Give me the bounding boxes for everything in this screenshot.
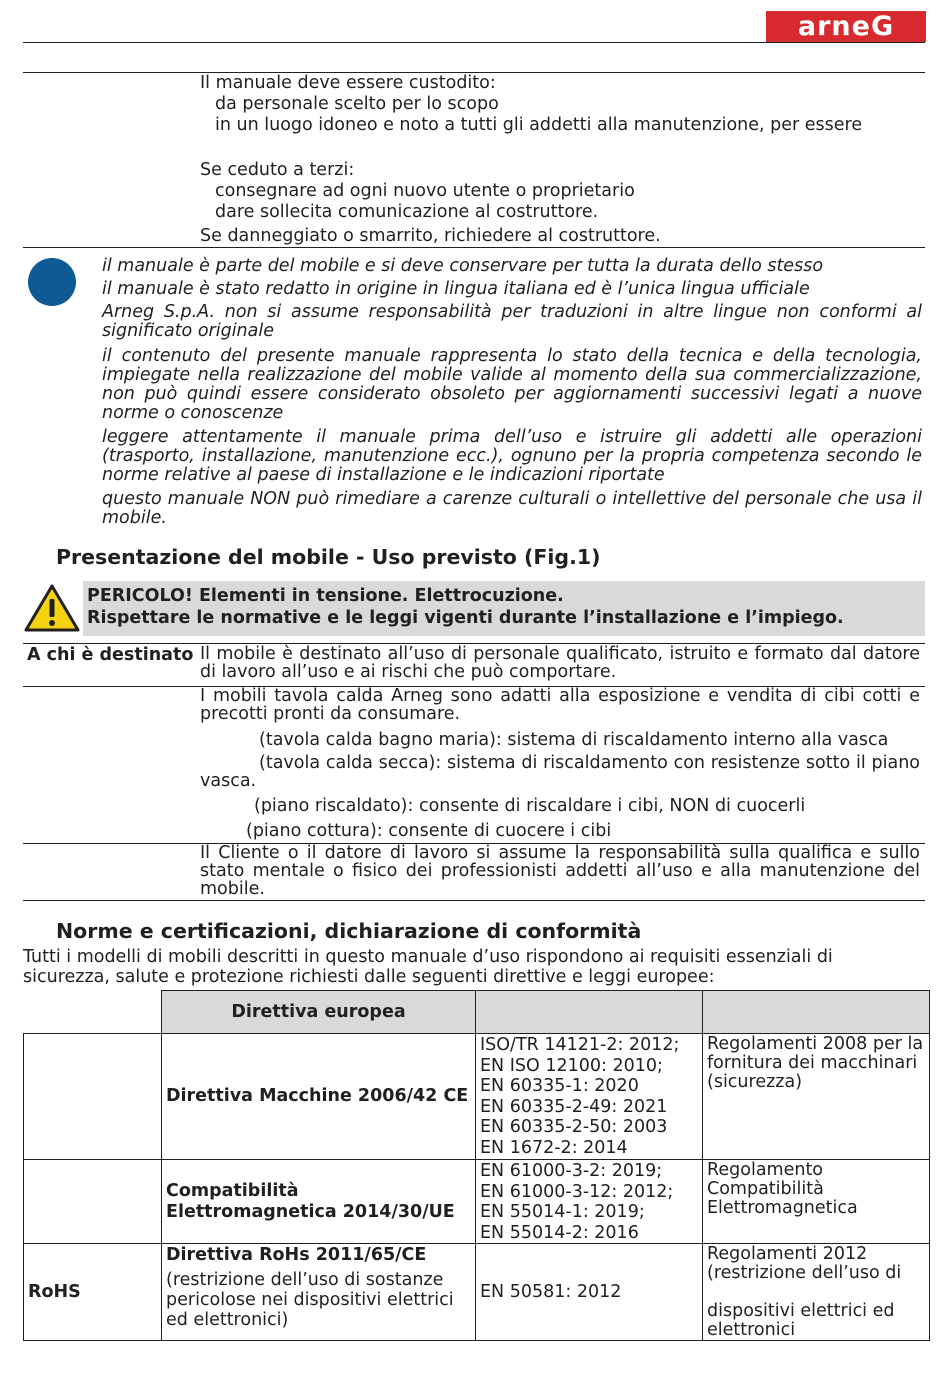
table-header-row <box>24 991 930 1034</box>
custody-line: Se danneggiato o smarrito, richiedere al costruttore. <box>200 226 661 246</box>
custody-line: dare sollecita comunicazione al costruttore. <box>215 202 599 222</box>
custody-line: consegnare ad ogni nuovo utente o proprietario <box>215 181 635 201</box>
note-item: il manuale è parte del mobile e si deve conservare per tutta la durata dello stesso <box>102 256 824 276</box>
standards-cell <box>476 1160 703 1244</box>
intro-paragraph: Tutti i modelli di mobili descritti in questo manuale d’uso rispondono ai requisiti essenziali di sicurezza, salute e protezione richiesti dalle seguenti direttive e leggi europee: <box>23 947 833 987</box>
usage-paragraph: I mobili tavola calda Arneg sono adatti alla esposizione e vendita di cibi cotti e precotti pronti da consumare. <box>200 686 920 724</box>
regulation-cell <box>703 1244 930 1341</box>
standard: EN 55014-1: 2019; <box>480 1202 645 1222</box>
custody-line: in un luogo idoneo e noto a tutti gli addetti alla manutenzione, per essere <box>215 115 863 135</box>
directive-name: Direttiva RoHs 2011/65/CE <box>166 1245 427 1265</box>
standard: EN ISO 12100: 2010; <box>480 1055 663 1076</box>
usage-label: A chi è destinato <box>27 645 194 665</box>
table-row <box>24 1160 930 1244</box>
standard: EN 61000-3-12: 2012; <box>480 1181 674 1202</box>
section-title: Presentazione del mobile - Uso previsto (Fig.1) <box>56 545 601 569</box>
note-item: il manuale è stato redatto in origine in lingua italiana ed è l’unica lingua ufficiale <box>102 279 810 299</box>
regulation-line: Regolamenti 2012 <box>707 1244 868 1264</box>
row-label <box>24 1160 162 1244</box>
header-rule <box>23 42 925 43</box>
section-title: Norme e certificazioni, dichiarazione di conformità <box>56 919 642 943</box>
note-item: il contenuto del presente manuale rappresenta lo stato della tecnica e della tecnologia, impiegate nella realizzazione del mobile valide al momento della sua commercializzazione, non può quindi essere considerato obsoleto per aggiornamenti successivi legati a nuove norme o conoscenze <box>102 346 922 423</box>
directive-cell <box>162 1244 476 1341</box>
divider <box>23 900 925 901</box>
usage-item: (tavola calda bagno maria): sistema di riscaldamento interno alla vasca <box>259 730 889 750</box>
row-label <box>24 1034 162 1160</box>
standard: EN 60335-1: 2020 <box>480 1076 639 1096</box>
custody-line: Il manuale deve essere custodito: <box>200 73 496 93</box>
usage-paragraph: Il mobile è destinato all’uso di personale qualificato, istruito e formato dal datore di lavoro all’uso e ai rischi che può comportare. <box>200 644 920 682</box>
usage-item: (piano riscaldato): consente di riscaldare i cibi, NON di cuocerli <box>254 796 806 816</box>
column-header: Direttiva europea <box>162 991 476 1034</box>
regulation-line: (restrizione dell’uso di <box>707 1263 902 1283</box>
note-item: leggere attentamente il manuale prima dell’uso e istruire gli addetti alle operazioni (trasporto, installazione, manutenzione ecc.), ognuno per la propria competenza secondo le norme relative al paese di installazione e le indicazioni riportate <box>102 427 922 485</box>
usage-item: (piano cottura): consente di cuocere i cibi <box>246 821 612 841</box>
note-item: questo manuale NON può rimediare a carenze culturali o intellettive del personale che usa il mobile. <box>102 489 922 528</box>
standard: EN 50581: 2012 <box>480 1281 622 1302</box>
directive-note: (restrizione dell’uso di sostanze pericolose nei dispositivi elettrici ed elettronici) <box>166 1269 454 1330</box>
standard: EN 60335-2-49: 2021 <box>480 1096 668 1117</box>
arneg-logo: arneG <box>766 11 926 42</box>
directive-name: Compatibilità Elettromagnetica 2014/30/UE <box>162 1160 476 1244</box>
usage-item: (tavola calda secca): sistema di riscaldamento con resistenze sotto il piano vasca. <box>200 753 920 791</box>
custody-line: da personale scelto per lo scopo <box>215 94 499 114</box>
info-icon <box>28 258 76 306</box>
regulation-cell: Regolamento Compatibilità Elettromagnetica <box>703 1160 930 1244</box>
directive-name: Direttiva Macchine 2006/42 CE <box>162 1034 476 1160</box>
table-row <box>24 1034 930 1160</box>
note-list <box>102 257 922 528</box>
standard: EN 1672-2: 2014 <box>480 1137 628 1158</box>
directives-table <box>23 990 930 1341</box>
standard: EN 60335-2-50: 2003 <box>480 1117 668 1137</box>
warning-icon <box>24 583 80 633</box>
standards-cell <box>476 1034 703 1160</box>
usage-paragraph: Il Cliente o il datore di lavoro si assume la responsabilità sulla qualifica e sullo stato mentale o fisico dei professionisti addetti all’uso e alla manutenzione del mobile. <box>200 843 920 899</box>
standard: EN 55014-2: 2016 <box>480 1222 639 1243</box>
note-item: Arneg S.p.A. non si assume responsabilità per traduzioni in altre lingue non conformi al significato originale <box>102 302 922 341</box>
divider <box>23 247 925 248</box>
standard: ISO/TR 14121-2: 2012; <box>480 1035 680 1055</box>
row-label: RoHS <box>24 1244 162 1341</box>
warning-text: Rispettare le normative e le leggi vigenti durante l’installazione e l’impiego. <box>87 608 844 628</box>
table-row <box>24 1244 930 1341</box>
standard: EN 61000-3-2: 2019; <box>480 1161 663 1181</box>
regulation-line: dispositivi elettrici ed elettronici <box>707 1301 895 1340</box>
regulation-cell: Regolamenti 2008 per la fornitura dei macchinari (sicurezza) <box>703 1034 930 1160</box>
standards-cell <box>476 1244 703 1341</box>
warning-text: PERICOLO! Elementi in tensione. Elettrocuzione. <box>87 586 564 606</box>
custody-line: Se ceduto a terzi: <box>200 160 355 180</box>
